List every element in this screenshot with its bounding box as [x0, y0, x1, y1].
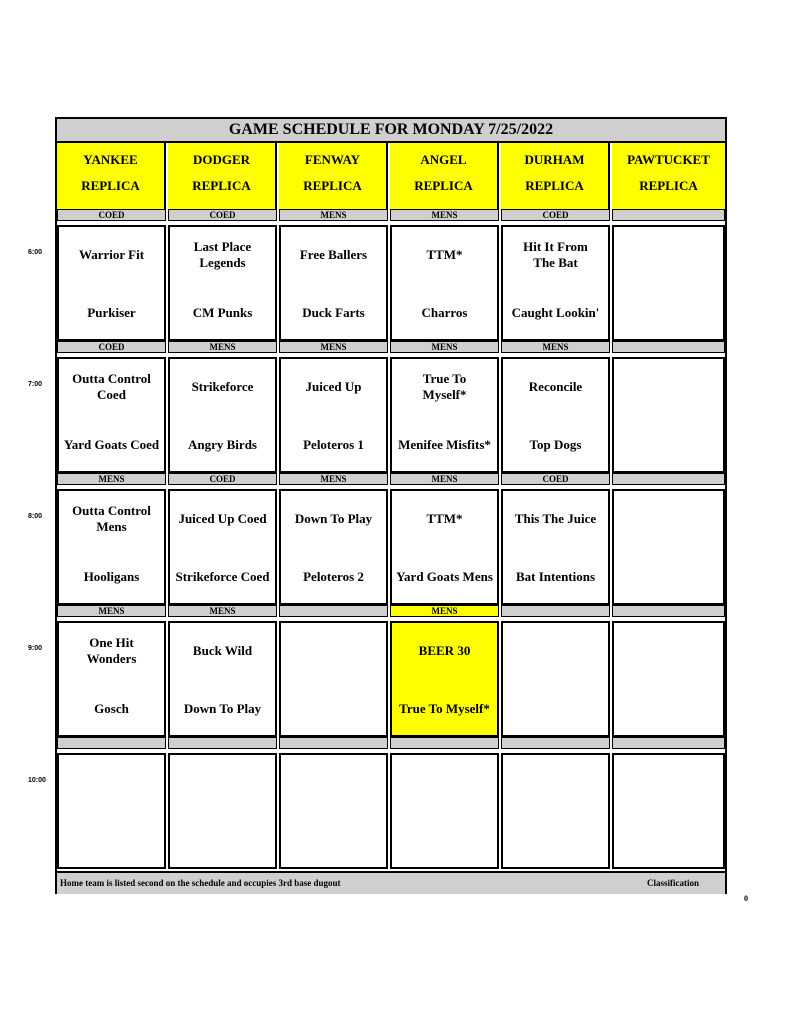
game-cell [612, 753, 725, 869]
field-name: DURHAM [524, 152, 585, 167]
game-cell [57, 489, 166, 605]
game-cell [279, 489, 388, 605]
home-team: Duck Farts [302, 305, 365, 320]
schedule-sheet [55, 117, 727, 894]
game-cell [57, 225, 166, 341]
field-subtitle: REPLICA [303, 178, 362, 193]
field-subtitle: REPLICA [414, 178, 473, 193]
game-cell [390, 621, 499, 737]
game-cell [279, 225, 388, 341]
away-team: Hit It From The Bat [523, 239, 588, 270]
classification-cell [501, 605, 610, 617]
game-cell [501, 621, 610, 737]
classification-cell: MENS [390, 605, 499, 617]
home-team: CM Punks [192, 305, 253, 320]
home-team: Menifee Misfits* [398, 437, 491, 452]
classification-cell [279, 737, 388, 749]
game-cell [390, 489, 499, 605]
classification-cell: MENS [57, 605, 166, 617]
away-team: Down To Play [294, 511, 373, 526]
game-cell [501, 357, 610, 473]
away-team: One Hit Wonders [86, 635, 137, 666]
page-number: 0 [744, 894, 748, 903]
home-team: Caught Lookin' [511, 305, 600, 320]
classification-cell: MENS [390, 209, 499, 221]
classification-cell [168, 737, 277, 749]
classification-cell: COED [168, 473, 277, 485]
field-name: ANGEL [420, 152, 467, 167]
field-header-yankee [57, 143, 166, 209]
away-team: TTM* [426, 511, 463, 526]
away-team: TTM* [426, 247, 463, 262]
game-cell [279, 357, 388, 473]
field-subtitle: REPLICA [525, 178, 584, 193]
classification-row [57, 341, 725, 353]
away-team: Reconcile [528, 379, 583, 394]
classification-cell [612, 473, 725, 485]
field-name: FENWAY [304, 152, 361, 167]
game-cell [168, 489, 277, 605]
away-team: Outta Control Coed [72, 371, 151, 402]
time-label: 10:00 [28, 777, 46, 784]
away-team: Buck Wild [192, 643, 253, 658]
away-team: BEER 30 [418, 643, 471, 658]
field-name: PAWTUCKET [627, 152, 710, 167]
away-team: True To Myself* [422, 371, 467, 402]
home-team: Down To Play [183, 701, 262, 716]
game-cell [390, 225, 499, 341]
classification-row [57, 737, 725, 749]
classification-cell: MENS [279, 209, 388, 221]
game-cell [57, 357, 166, 473]
classification-cell [612, 737, 725, 749]
classification-cell [279, 605, 388, 617]
classification-cell [612, 341, 725, 353]
field-subtitle: REPLICA [81, 178, 140, 193]
away-team: Free Ballers [299, 247, 368, 262]
home-team: Angry Birds [188, 437, 257, 452]
field-name: YANKEE [83, 152, 138, 167]
home-team: Charros [421, 305, 468, 320]
classification-cell: COED [501, 473, 610, 485]
home-team: True To Myself* [399, 701, 490, 716]
home-team: Strikeforce Coed [175, 569, 270, 584]
time-label: 8:00 [28, 513, 43, 520]
field-subtitle: REPLICA [192, 178, 251, 193]
home-team: Purkiser [87, 305, 136, 320]
classification-cell [57, 737, 166, 749]
away-team: Outta Control Mens [72, 503, 151, 534]
away-team: Juiced Up [305, 379, 362, 394]
field-header-angel [390, 143, 499, 209]
time-label: 9:00 [28, 645, 43, 652]
game-cell [612, 621, 725, 737]
game-cell [168, 225, 277, 341]
away-team: Last Place Legends [193, 239, 252, 270]
classification-cell: MENS [168, 605, 277, 617]
field-subtitle: REPLICA [639, 178, 698, 193]
classification-cell: MENS [57, 473, 166, 485]
game-cell [501, 753, 610, 869]
schedule-title: GAME SCHEDULE FOR MONDAY 7/25/2022 [57, 119, 725, 143]
classification-cell [390, 737, 499, 749]
game-cell [279, 621, 388, 737]
field-name: DODGER [192, 152, 251, 167]
home-team: Yard Goats Mens [396, 569, 493, 584]
classification-cell: COED [501, 209, 610, 221]
field-header-dodger [168, 143, 277, 209]
game-cell [168, 357, 277, 473]
game-cell [57, 753, 166, 869]
field-header-fenway [279, 143, 388, 209]
game-cell [612, 489, 725, 605]
classification-cell: COED [168, 209, 277, 221]
game-cell [390, 753, 499, 869]
away-team: Strikeforce [191, 379, 254, 394]
classification-cell: MENS [279, 473, 388, 485]
classification-cell: MENS [501, 341, 610, 353]
home-team: Top Dogs [529, 437, 582, 452]
away-team: Warrior Fit [78, 247, 145, 262]
game-cell [501, 489, 610, 605]
game-cell [612, 357, 725, 473]
home-team: Yard Goats Coed [63, 437, 160, 452]
classification-cell: MENS [168, 341, 277, 353]
home-team: Gosch [94, 701, 129, 716]
classification-cell [501, 737, 610, 749]
game-cell [168, 621, 277, 737]
footer-classification: Classification [646, 878, 699, 888]
home-team: Peloteros 1 [303, 437, 364, 452]
field-header-durham [501, 143, 610, 209]
game-cell [612, 225, 725, 341]
field-header-pawtucket [612, 143, 725, 209]
classification-row [57, 209, 725, 221]
classification-cell [612, 209, 725, 221]
game-cell [501, 225, 610, 341]
time-label: 7:00 [28, 381, 43, 388]
classification-cell: MENS [390, 473, 499, 485]
footer-bar [57, 871, 725, 894]
time-label: 6:00 [28, 249, 43, 256]
home-team: Hooligans [83, 569, 140, 584]
classification-cell: MENS [390, 341, 499, 353]
home-team: Bat Intentions [515, 569, 596, 584]
footer-note: Home team is listed second on the schedule and occupies 3rd base dugout [60, 878, 341, 888]
classification-row [57, 473, 725, 485]
away-team: Juiced Up Coed [178, 511, 267, 526]
classification-cell: MENS [279, 341, 388, 353]
game-cell [57, 621, 166, 737]
classification-cell [612, 605, 725, 617]
game-cell [279, 753, 388, 869]
classification-row [57, 605, 725, 617]
game-cell [168, 753, 277, 869]
classification-cell: COED [57, 341, 166, 353]
game-cell [390, 357, 499, 473]
away-team: This The Juice [514, 511, 597, 526]
home-team: Peloteros 2 [303, 569, 364, 584]
classification-cell: COED [57, 209, 166, 221]
